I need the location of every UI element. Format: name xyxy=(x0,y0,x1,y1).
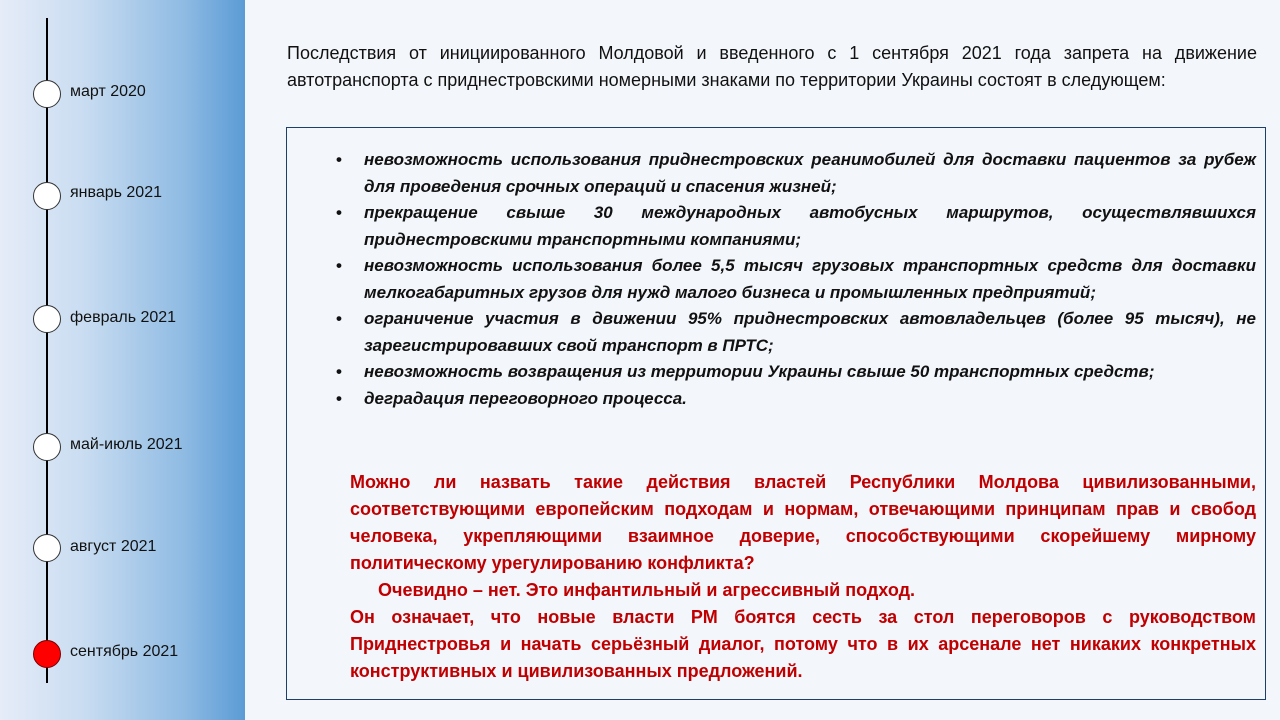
question-paragraph: Можно ли назвать такие действия властей Республики Молдова цивилизованными, соответствующими европейским подходам и нормам, отвечающими принципам прав и свобод человека, укрепляющими взаимное доверие, способствующими скорейшему мирному политическому урегулированию конфликта? xyxy=(350,472,1256,573)
bullet-marker: • xyxy=(336,362,342,381)
timeline-label: сентябрь 2021 xyxy=(70,643,179,660)
consequences-list xyxy=(336,147,1256,412)
bullet-marker: • xyxy=(336,388,342,408)
list-item: • невозможность использования приднестровских реанимобилей для доставки пациентов за рубеж для проведения срочных операций и спасения жизней; xyxy=(336,147,1256,200)
conclusion-paragraph: Он означает, что новые власти РМ боятся сесть за стол переговоров с руководством Приднестровья и начать серьёзный диалог, потому что в их арсенале нет никаких конкретных конструктивных и цивилизованных предложений. xyxy=(350,607,1256,681)
timeline-line xyxy=(46,18,48,683)
list-item: • прекращение свыше 30 международных автобусных маршрутов, осуществлявшихся приднестровскими транспортными компаниями; xyxy=(336,200,1256,253)
conclusion-block xyxy=(350,469,1256,685)
timeline-label: август 2021 xyxy=(70,538,157,555)
timeline-node-february-2021[interactable] xyxy=(33,305,61,333)
answer-paragraph: Очевидно – нет. Это инфантильный и агрессивный подход. xyxy=(378,580,916,600)
timeline-label: февраль 2021 xyxy=(70,309,177,326)
bullet-marker: • xyxy=(336,256,342,275)
timeline-node-march-2020[interactable] xyxy=(33,80,61,108)
timeline-node-september-2021-active[interactable] xyxy=(33,640,61,668)
bullet-marker: • xyxy=(336,309,342,328)
list-item: • невозможность использования более 5,5 тысяч грузовых транспортных средств для доставки мелкогабаритных грузов для нужд малого бизнеса и промышленных предприятий; xyxy=(336,253,1256,306)
timeline-label: март 2020 xyxy=(70,83,146,100)
timeline-node-january-2021[interactable] xyxy=(33,182,61,210)
timeline-node-may-july-2021[interactable] xyxy=(33,433,61,461)
intro-paragraph: Последствия от инициированного Молдовой и введенного с 1 сентября 2021 года запрета на движение автотранспорта с приднестровскими номерными знаками по территории Украины состоят в следующем: xyxy=(287,43,1257,90)
list-item: • ограничение участия в движении 95% приднестровских автовладельцев (более 95 тысяч), не зарегистрировавших свой транспорт в ПРТС; xyxy=(336,306,1256,359)
timeline-node-august-2021[interactable] xyxy=(33,534,61,562)
timeline-label: май-июль 2021 xyxy=(70,436,183,453)
list-item: • деградация переговорного процесса. xyxy=(336,386,1256,413)
list-item: • невозможность возвращения из территории Украины свыше 50 транспортных средств; xyxy=(336,359,1256,386)
bullet-marker: • xyxy=(336,150,342,169)
timeline-label: январь 2021 xyxy=(70,184,162,201)
bullet-marker: • xyxy=(336,203,342,222)
timeline-sidebar xyxy=(0,0,245,720)
